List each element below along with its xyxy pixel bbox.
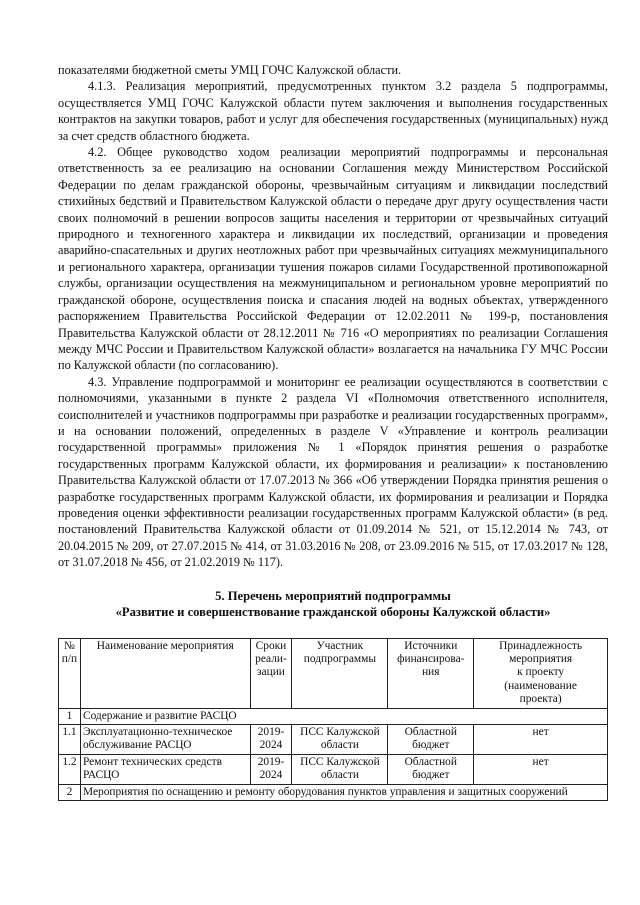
row-participant: ПСС Калужской области [292, 725, 388, 755]
document-page [58, 62, 608, 801]
section-heading [58, 588, 608, 620]
paragraph-budget-line: показателями бюджетной сметы УМЦ ГОЧС Калужской области. [58, 63, 402, 77]
row-measure-name: Ремонт технических средств РАСЦО [80, 754, 250, 784]
row-number: 1.1 [59, 725, 81, 755]
row-number: 1.2 [59, 754, 81, 784]
header-number: № п/п [59, 638, 81, 708]
paragraph-4-3: 4.3. Управление подпрограммой и мониторинг ее реализации осуществляются в соответствии с полномочиями, указанными в пункте 2 раздела VI «Полномочия ответственного исполнителя, соисполнителей и участников подпрограммы при разработке и реализации государственных программ», и на основании положений, определенных в разделе V «Управление и контроль реализации государственной программы» приложения № 1 «Порядок принятия решения о разработке государственных программ Калужской области, их формирования и реализации» к постановлению Правительства Калужской области от 17.07.2013 № 366 «Об утверждении Порядка принятия решения о разработке государственных программ Калужской области, их формирования и реализации и Порядка проведения оценки эффективности реализации государственных программ Калужской области» (в ред. постановлений Правительства Калужской области от 01.09.2014 № 521, от 15.12.2014 № 743, от 20.04.2015 № 209, от 27.07.2015 № 414, от 31.03.2016 № 208, от 23.09.2016 № 515, от 17.03.2017 № 128, от 31.07.2018 № 456, от 21.02.2019 № 117). [58, 374, 608, 570]
row-number: 2 [59, 784, 81, 800]
row-project: нет [474, 754, 608, 784]
row-terms: 2019- 2024 [250, 725, 292, 755]
row-number: 1 [59, 708, 81, 724]
row-funding-source: Областной бюджет [388, 754, 474, 784]
table-header-row [59, 638, 608, 708]
header-measure-name: Наименование мероприятия [80, 638, 250, 708]
table-row [59, 708, 608, 724]
section-title-line1: 5. Перечень мероприятий подпрограммы [215, 588, 451, 603]
measures-table [58, 638, 608, 801]
row-terms: 2019- 2024 [250, 754, 292, 784]
row-measure-name: Эксплуатационно-техническое обслуживание РАСЦО [80, 725, 250, 755]
table-row [59, 725, 608, 755]
header-project: Принадлежность мероприятия к проекту (наименование проекта) [474, 638, 608, 708]
row-funding-source: Областной бюджет [388, 725, 474, 755]
row-measure-name: Содержание и развитие РАСЦО [80, 708, 607, 724]
row-project: нет [474, 725, 608, 755]
section-title-line2: «Развитие и совершенствование гражданской обороны Калужской области» [115, 604, 551, 619]
header-funding-source: Источники финансирова- ния [388, 638, 474, 708]
row-participant: ПСС Калужской области [292, 754, 388, 784]
paragraph-4-2: 4.2. Общее руководство ходом реализации мероприятий подпрограммы и персональная ответственность за ее реализацию на основании Соглашения между Министерством Российской Федерации по делам гражданской обороны, чрезвычайным ситуациям и ликвидации последствий стихийных бедствий и Правительством Калужской области о передаче друг другу осуществления части своих полномочий в решении вопросов защиты населения и территории от чрезвычайных ситуаций природного и техногенного характера и ликвидации их последствий, организации и проведения аварийно-спасательных и других неотложных работ при чрезвычайных ситуациях межмуниципального и регионального характера, организации тушения пожаров силами Государственной противопожарной службы, организации осуществления на межмуниципальном и региональном уровне мероприятий по гражданской обороне, осуществления поиска и спасания людей на водных объектах, утвержденного распоряжением Правительства Российской Федерации от 12.02.2011 № 199-р, постановления Правительства Калужской области от 28.12.2011 № 716 «О мероприятиях по реализации Соглашения между МЧС России и Правительством Калужской области» возлагается на начальника ГУ МЧС России по Калужской области (по согласованию). [58, 145, 608, 373]
table-row [59, 754, 608, 784]
header-participant: Участник подпрограммы [292, 638, 388, 708]
row-measure-name: Мероприятия по оснащению и ремонту оборудования пунктов управления и защитных сооружений [80, 784, 607, 800]
table-row [59, 784, 608, 800]
paragraph-4-1-3: 4.1.3. Реализация мероприятий, предусмотренных пунктом 3.2 раздела 5 подпрограммы, осуществляется УМЦ ГОЧС Калужской области путем заключения и выполнения государственных контрактов на закупки товаров, работ и услуг для обеспечения государственных (муниципальных) нужд за счет средств областного бюджета. [58, 79, 608, 143]
header-terms: Сроки реали- зации [250, 638, 292, 708]
